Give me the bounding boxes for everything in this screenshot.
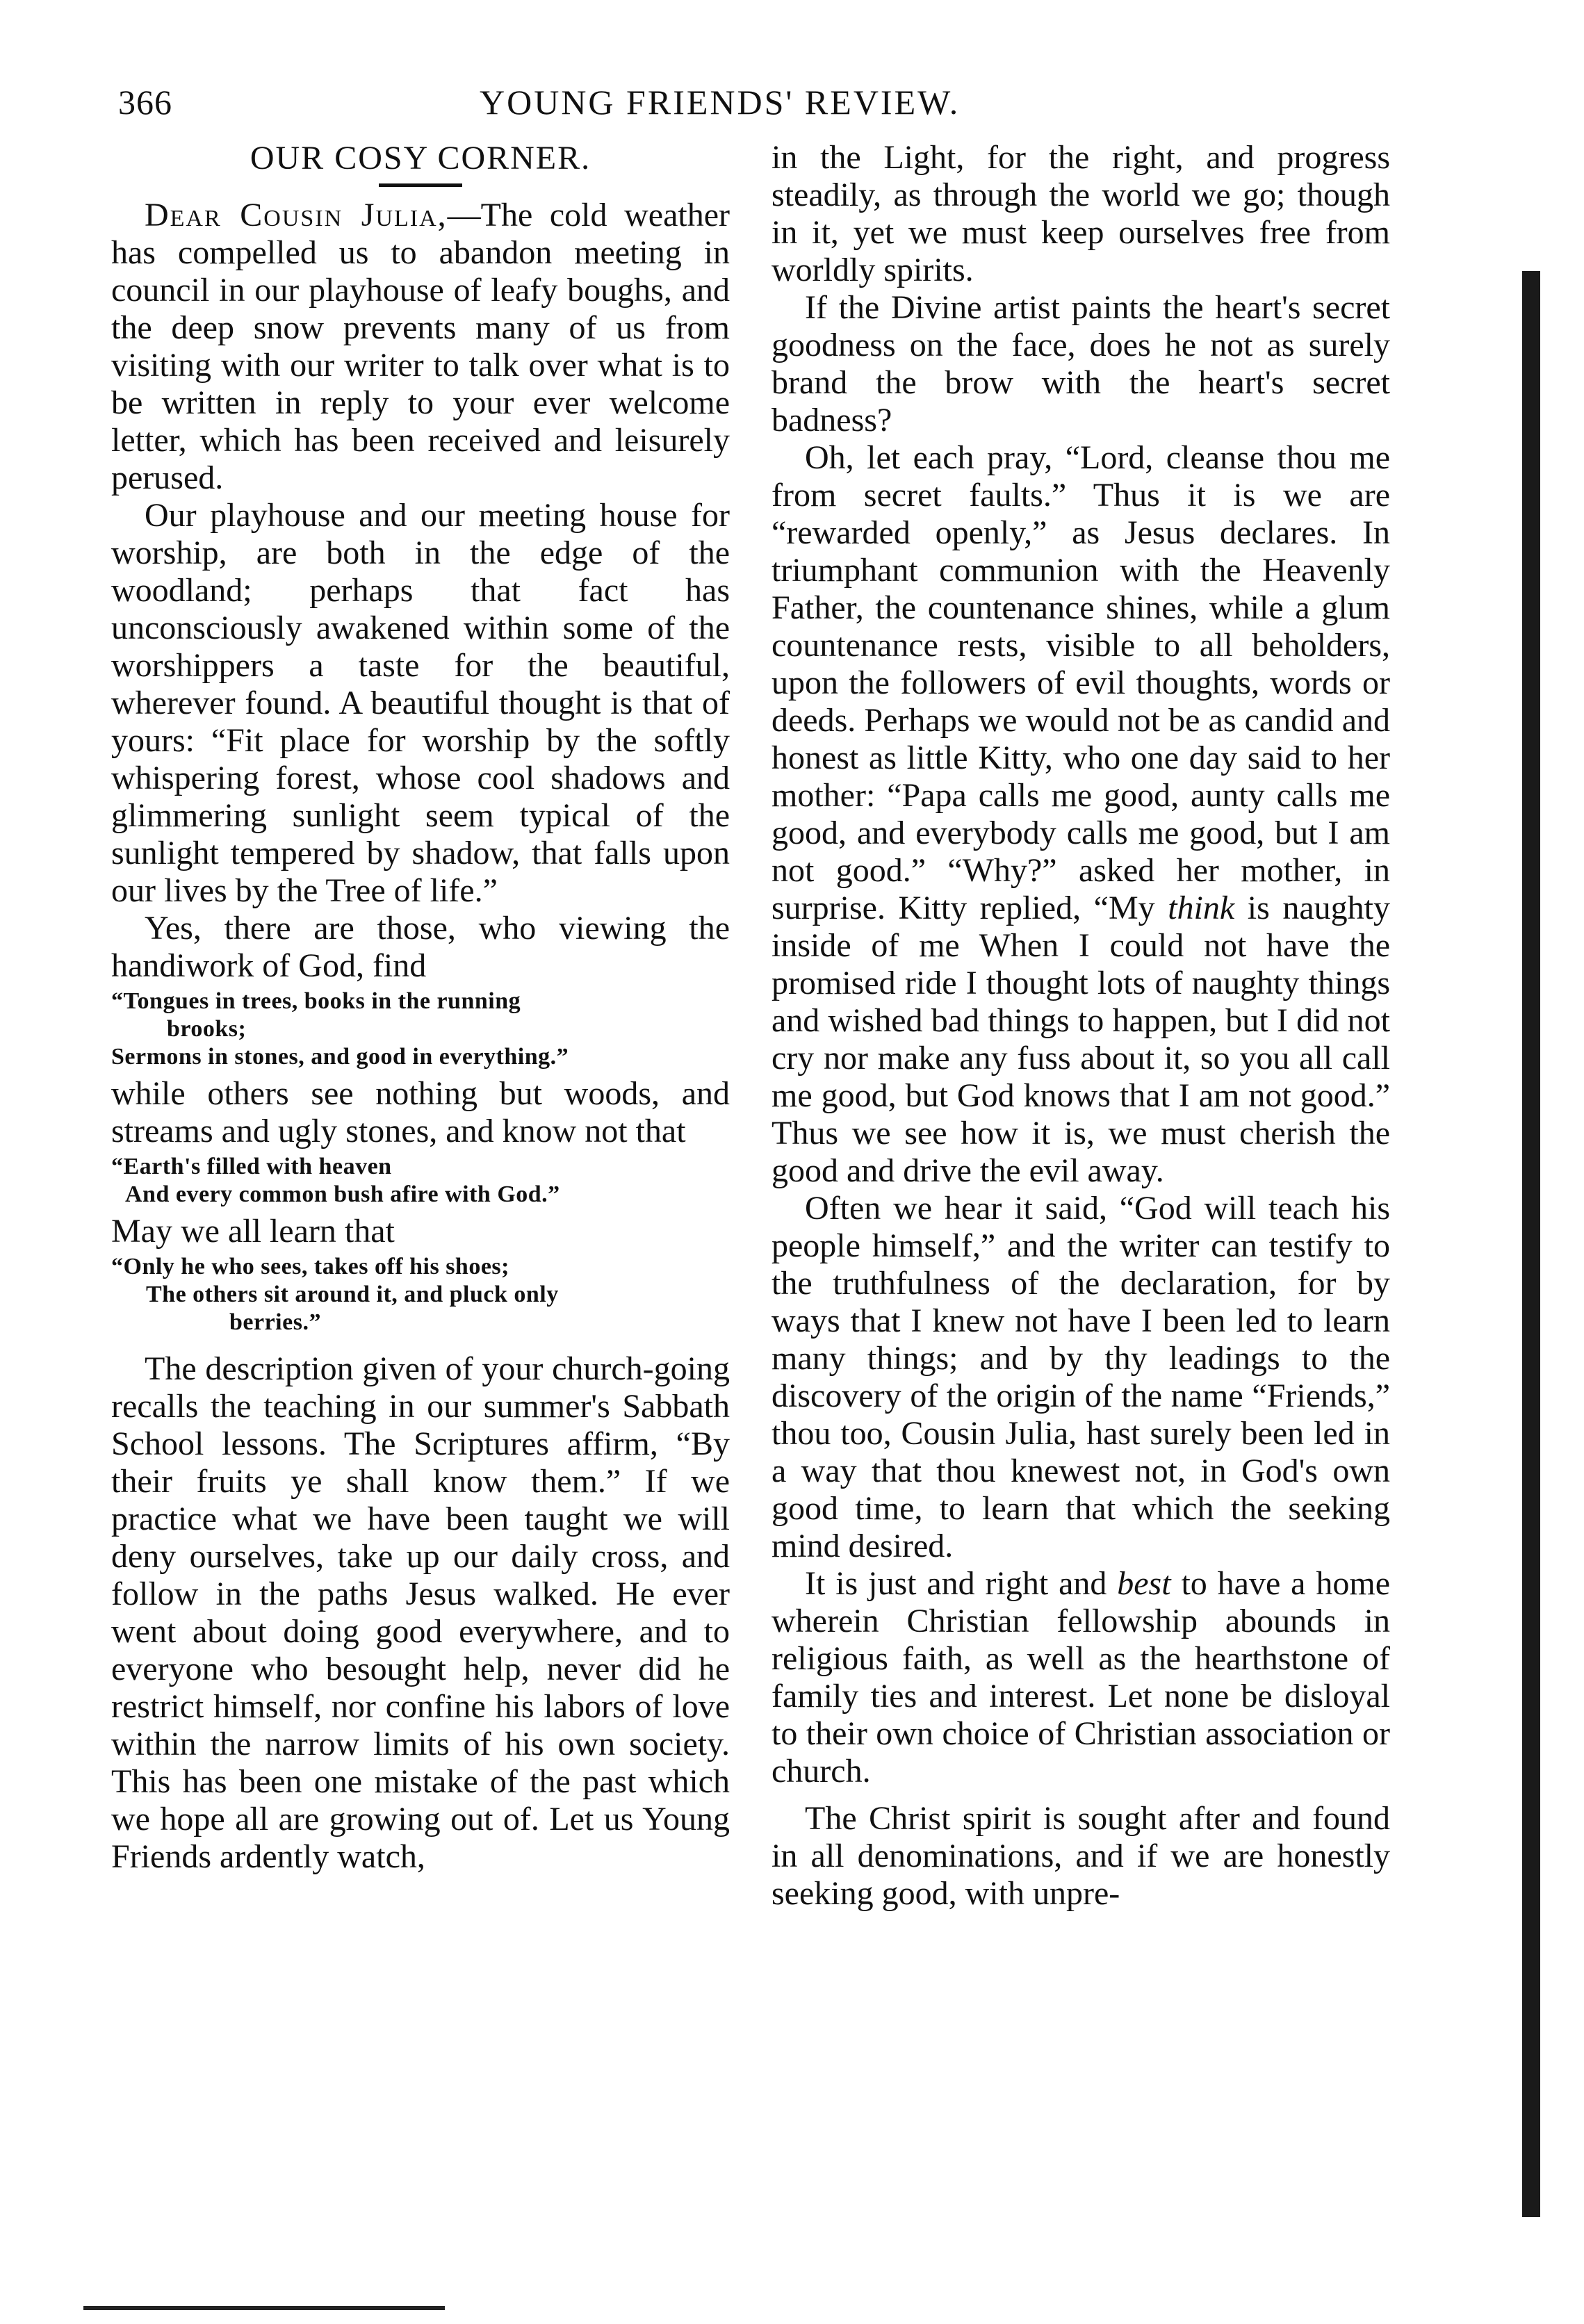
- paragraph-11-text-a: It is just and right and: [805, 1565, 1118, 1602]
- paragraph-4: while others see nothing but woods, and streams and ugly stones, and know not that: [111, 1075, 730, 1149]
- verse-quote-3: [111, 1253, 730, 1336]
- verse-line: And every common bush afire with God.”: [125, 1181, 560, 1207]
- verse-line: “Only he who sees, takes off his shoes;: [111, 1254, 509, 1279]
- paragraph-10: Often we hear it said, “God will teach his people himself,” and the writer can testify to the truthfulness of the declaration, for by ways that I knew not have I been led to learn many things; and by thy leadings to the discovery of the origin of the name “Friends,” thou too, Cousin Julia, hast surely been led in a way that thou knewest not, in God's own good time, to learn that which the seeking mind desired.: [771, 1190, 1390, 1564]
- paragraph-12: The Christ spirit is sought after and found in all denominations, and if we are honestly seeking good, with unpre-: [771, 1800, 1390, 1912]
- paragraph-3: Yes, there are those, who viewing the handiwork of God, find: [111, 910, 730, 984]
- paragraph-6: The description given of your church-going recalls the teaching in our summer's Sabbath School lessons. The Scriptures affirm, “By their fruits ye shall know them.” If we practice what we have been taught we will deny ourselves, take up our daily cross, and follow in the paths Jesus walked. He ever went about doing good everywhere, and to everyone who besought help, never did he restrict himself, nor confine his labors of love within the narrow limits of his own society. This has been one mistake of the past which we hope all are growing out of. Let us Young Friends ardently watch,: [111, 1350, 730, 1875]
- verse-line: Sermons in stones, and good in everything.”: [111, 1044, 569, 1070]
- verse-line: berries.”: [229, 1309, 321, 1335]
- right-column: [771, 139, 1390, 1913]
- verse-quote-2: [111, 1153, 730, 1209]
- paragraph-11-text-b: to have a home wherein Christian fellowship abounds in religious faith, as well as the hearthstone of family ties and interest. Let none be disloyal to their own choice of Christian association or church.: [771, 1565, 1390, 1790]
- paragraph-8: If the Divine artist paints the heart's secret goodness on the face, does he not as surely brand the brow with the heart's secret badness?: [771, 289, 1390, 439]
- page-number: 366: [118, 83, 172, 122]
- title-rule: [379, 183, 462, 187]
- verse-line: brooks;: [167, 1016, 247, 1042]
- paragraph-11: [771, 1565, 1390, 1790]
- paragraph-9-text-b: is naughty inside of me When I could not have the promised ride I thought lots of naughty things and wished bad things to happen, but I did not cry nor make any fuss about it, so you all call me good, but God knows that I am not good.” Thus we see how it is, we must cherish the good and drive the evil away.: [771, 890, 1390, 1189]
- emphasis-think: think: [1168, 890, 1235, 926]
- page-header: [118, 82, 1411, 138]
- running-title: YOUNG FRIENDS' REVIEW.: [480, 83, 961, 122]
- paragraph-5: May we all learn that: [111, 1213, 395, 1250]
- emphasis-best: best: [1117, 1565, 1171, 1602]
- binding-edge-bar: [1522, 271, 1540, 2217]
- verse-line: “Earth's filled with heaven: [111, 1154, 392, 1179]
- verse-quote-1: [111, 988, 730, 1071]
- paragraph-1-text: —The cold weather has compelled us to abandon meeting in council in our playhouse of leafy boughs, and the deep snow prevents many of us from visiting with our writer to talk over what is to be written in reply to your ever welcome letter, which has been received and leisurely perused.: [111, 197, 730, 496]
- paragraph-1: [111, 197, 730, 497]
- bottom-rule: [83, 2306, 445, 2310]
- paragraph-9-text-a: Oh, let each pray, “Lord, cleanse thou me from secret faults.” Thus it is we are “rewarded openly,” as Jesus declares. In triumphant communion with the Heavenly Father, the countenance shines, while a glum countenance rests, visible to all beholders, upon the followers of evil thoughts, words or deeds. Perhaps we would not be as candid and honest as little Kitty, who one day said to her mother: “Papa calls me good, aunty calls me good, and everybody calls me good, but I am not good.” “Why?” asked her mother, in surprise. Kitty replied, “My: [771, 439, 1390, 926]
- paragraph-2: Our playhouse and our meeting house for worship, are both in the edge of the woodland; perhaps that fact has unconsciously awakened within some of the worshippers a taste for the beautiful, wherever found. A beautiful thought is that of yours: “Fit place for worship by the softly whispering forest, whose cool shadows and glimmering sunlight seem typical of the sunlight tempered by shadow, that falls upon our lives by the Tree of life.”: [111, 497, 730, 909]
- verse-line: “Tongues in trees, books in the running: [111, 988, 521, 1014]
- left-column: [111, 139, 730, 1876]
- verse-line: The others sit around it, and pluck only: [146, 1282, 559, 1307]
- salutation: Dear Cousin Julia,: [145, 197, 448, 234]
- paragraph-7: in the Light, for the right, and progress steadily, as through the world we go; though in it, yet we must keep ourselves free from worldly spirits.: [771, 139, 1390, 288]
- article-title: OUR COSY CORNER.: [250, 140, 591, 177]
- paragraph-9: [771, 439, 1390, 1190]
